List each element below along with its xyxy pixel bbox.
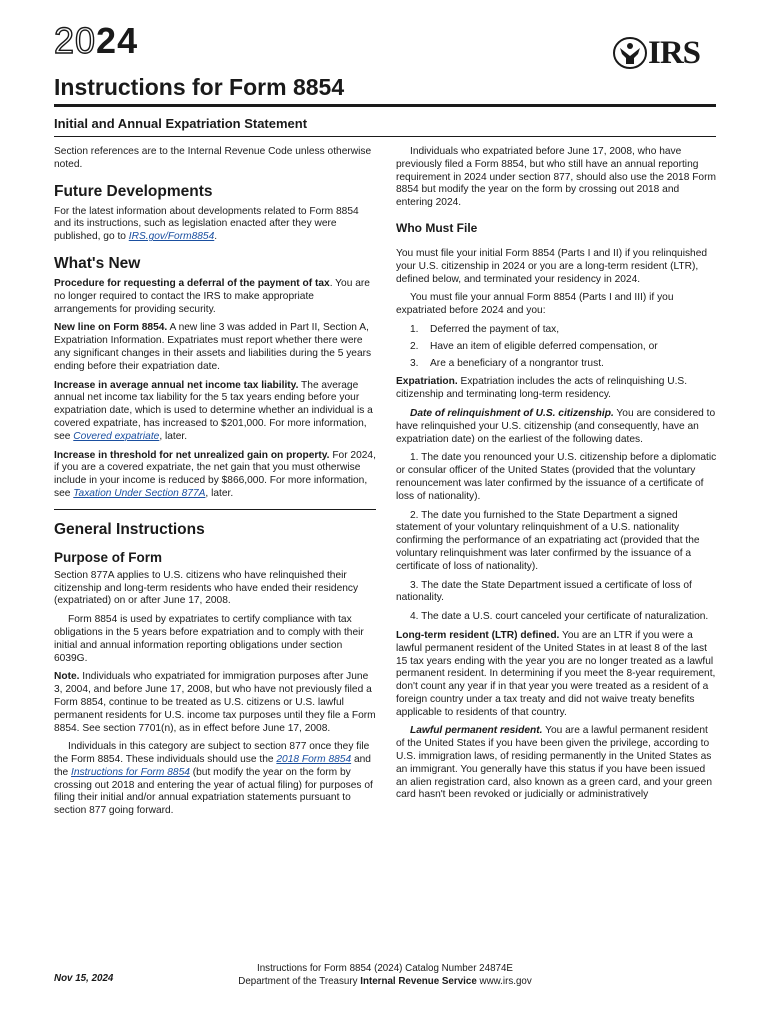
- expatriation-paragraph: Expatriation. Expatriation includes the acts of relinquishing U.S. citizenship and terminating long-term residency.: [396, 376, 688, 401]
- lawful-permanent-resident-paragraph: Lawful permanent resident. You are a lawful permanent resident of the United States if you have been given the privilege, according to U.S. immigration laws, of residing permanently in the United States as an immigrant. You generally have this status if you have been issued an alien registration card, also known as a green card, and your green card hasn't been revoked or judicially or administratively: [396, 725, 713, 801]
- form-8854-2018-link[interactable]: 2018 Form 8854: [276, 754, 352, 766]
- whats-new-heading: What's New: [54, 254, 141, 272]
- relinquishment-item-1: 1. The date you renounced your U.S. citizenship before a diplomatic or consular officer of the United States (provided that the voluntary renouncement was later confirmed by the issuance of a certificate of loss of nationality).: [396, 452, 717, 502]
- page-title: Instructions for Form 8854: [54, 74, 345, 100]
- future-developments-heading: Future Developments: [54, 182, 213, 200]
- left-column: [54, 146, 376, 824]
- taxation-877a-link[interactable]: Taxation Under Section 877A: [73, 487, 206, 499]
- relinquishment-date-paragraph: Date of relinquishment of U.S. citizenship. You are considered to have relinquished your U.S. citizenship (and consequently, have an expatriation date) on the earliest of the following dates.: [396, 407, 716, 445]
- whats-new-item-new-line: New line on Form 8854. A new line 3 was added in Part II, Section A, Expatriation Information. Expatriates must report whether there were any significant changes in their assets and liabilities during the 5 years ending before their expatriation date.: [54, 322, 372, 372]
- year-solid: 24: [96, 20, 139, 61]
- form-year: [54, 20, 138, 62]
- footer-agency-line: Department of the Treasury Internal Revenue Service www.irs.gov: [238, 976, 532, 987]
- future-developments-text: For the latest information about developments related to Form 8854 and its instructions, such as legislation enacted after they were published, go to IRS.gov/Form8854.: [54, 205, 359, 243]
- irs-eagle-logo-icon: [612, 36, 648, 70]
- right-column: [396, 146, 718, 808]
- list-item: 1. Deferred the payment of tax,: [410, 323, 560, 335]
- relinquishment-item-4: 4. The date a U.S. court canceled your certificate of naturalization.: [410, 611, 709, 623]
- whats-new-item-tax-liability: Increase in average annual net income tax liability. The average annual net income tax liability for the 5 tax years ending before your expatriation date, which is used to determine whether an individual is a covered expatriate, has increased to $201,000. For more information, see Covered expatriate, later.: [54, 379, 373, 442]
- irs-form8854-link[interactable]: IRS.gov/Form8854: [128, 231, 215, 243]
- who-must-file-list: [396, 324, 718, 370]
- who-must-file-heading: Who Must File: [396, 220, 478, 235]
- general-instructions-heading: General Instructions: [54, 520, 205, 538]
- list-item: 3. Are a beneficiary of a nongrantor trust.: [410, 357, 604, 369]
- intro-text: Section references are to the Internal Revenue Code unless otherwise noted.: [54, 146, 372, 170]
- subtitle-rule: [54, 136, 716, 137]
- ltr-defined-paragraph: Long-term resident (LTR) defined. You are an LTR if you were a lawful permanent resident of the United States in at least 8 of the last 15 tax years ending with the year you are no longer treated as a lawful permanent resident. In determining if you meet the 8-year requirement, don't count any year if in that year you were treated as a resident of a foreign country under a tax treaty and did not waive treaty benefits applicable to residents of that country.: [396, 629, 716, 718]
- relinquishment-item-3: 3. The date the State Department issued a certificate of loss of nationality.: [396, 579, 692, 604]
- page-subtitle: Initial and Annual Expatriation Statement: [54, 116, 308, 131]
- footer-catalog-line: Instructions for Form 8854 (2024) Catalog Number 24874E: [257, 963, 513, 974]
- note-paragraph: Note. Individuals who expatriated for immigration purposes after June 3, 2004, and before June 17, 2008, but who have not previously filed a Form 8854, continue to be treated as U.S. citizens or U.S. lawful permanent residents for U.S. income tax purposes until they file a Form 8854. See section 7701(n), as in effect before June 17, 2008.: [54, 671, 376, 734]
- section-divider: [54, 509, 376, 510]
- purpose-of-form-heading: Purpose of Form: [54, 549, 163, 565]
- covered-expatriate-link[interactable]: Covered expatriate: [73, 430, 160, 442]
- purpose-paragraph-2: Form 8854 is used by expatriates to certify compliance with tax obligations in the 5 years before expatriation and to comply with their initial and annual information reporting obligations under section 6039G.: [54, 614, 364, 664]
- whats-new-item-deferral: Procedure for requesting a deferral of the payment of tax. You are no longer required to contact the IRS to make appropriate arrangements for providing security.: [54, 277, 370, 315]
- instructions-form-8854-link[interactable]: Instructions for Form 8854: [71, 766, 190, 778]
- title-rule: [54, 104, 716, 107]
- list-item: 2. Have an item of eligible deferred compensation, or: [410, 340, 658, 352]
- irs-logo-text: IRS: [648, 35, 701, 71]
- whats-new-item-threshold: Increase in threshold for net unrealized gain on property. For 2024, if you are a covered expatriate, the net gain that you must otherwise include in your income is reduced by $866,000. For more information, see Taxation Under Section 877A, later.: [54, 449, 376, 499]
- year-outline: 20: [54, 20, 97, 61]
- who-must-file-annual: You must file your annual Form 8854 (Parts I and III) if you expatriated before 2024 and you:: [396, 292, 674, 317]
- irs-logo: [612, 36, 718, 72]
- who-must-file-initial: You must file your initial Form 8854 (Parts I and II) if you relinquished your U.S. citizenship in 2024 or you are a long-term resident (LTR), defined below, and terminated your residency in 2024.: [396, 247, 708, 285]
- pre-2008-paragraph: Individuals who expatriated before June 17, 2008, who have previously filed a Form 8854, but who still have an annual reporting requirement in 2024 under section 877, should also use the 2018 Form 8854 but modify the year on the form by crossing out 2018 and entering 2024.: [396, 146, 716, 209]
- category-paragraph: Individuals in this category are subject to section 877 once they file the Form 8854. These individuals should use the 2018 Form 8854 and the Instructions for Form 8854 (but modify the year on the form by crossing out 2018 and entering the year of actual filing) for purposes of filing their initial and/or annual expatriation statements pursuant to section 877 going forward.: [54, 741, 373, 817]
- footer-date: Nov 15, 2024: [54, 973, 114, 984]
- purpose-paragraph-1: Section 877A applies to U.S. citizens who have relinquished their citizenship and long-term residents who have ended their residency (expatriated) on or after June 17, 2008.: [54, 569, 359, 607]
- relinquishment-item-2: 2. The date you furnished to the State Department a signed statement of your voluntary relinquishment of a U.S. nationality confirming the performance of an expatriating act (provided that the voluntary relinquishment was later confirmed by the issuance of a certificate of loss of nationality).: [396, 509, 700, 572]
